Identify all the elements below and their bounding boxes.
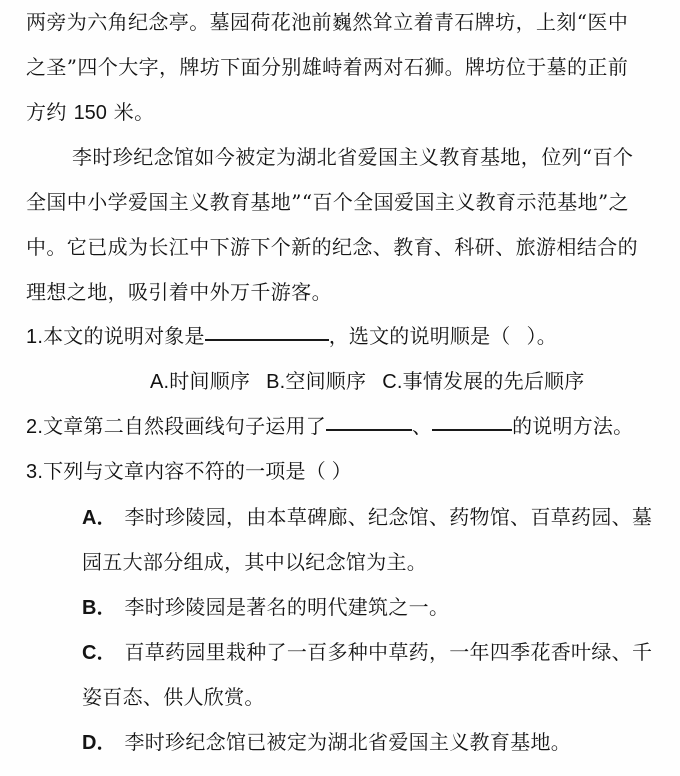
passage-line: 李时珍纪念馆如今被定为湖北省爱国主义教育基地，位列“百个 — [72, 145, 634, 169]
choice-d-letter: D． — [82, 732, 117, 754]
choice-c[interactable] — [0, 630, 680, 675]
answer-blank[interactable] — [326, 412, 412, 431]
passage-line: 中。它已成为长江中下游下个新的纪念、教育、科研、旅游相结合的 — [26, 235, 638, 259]
question-stem: 文章第二自然段画线句子运用了 — [43, 416, 326, 438]
choice-c-letter: C． — [82, 642, 117, 664]
question-stem: 本文的说明对象是 — [43, 326, 205, 348]
passage-text-fragment: 米。 — [106, 100, 155, 124]
passage-line — [0, 90, 680, 135]
passage-line: 全国中小学爱国主义教育基地”“百个全国爱国主义教育示范基地”之 — [26, 190, 630, 214]
choice-a-text: 李时珍陵园，由本草碑廊、纪念馆、药物馆、百草药园、墓 — [124, 505, 653, 529]
question-stem: ，选文的说明顺是（ — [328, 326, 511, 348]
question-number: 1. — [26, 326, 44, 348]
question-3 — [0, 450, 680, 495]
passage-line: 之圣”四个大字，牌坊下面分别雄峙着两对石狮。牌坊位于墓的正前 — [26, 55, 629, 79]
choice-d[interactable] — [0, 720, 680, 765]
passage-line: 理想之地，吸引着中外万千游客。 — [26, 280, 332, 304]
passage-body — [0, 0, 680, 315]
choice-b-text: 李时珍陵园是著名的明代建筑之一。 — [124, 595, 450, 619]
question-2 — [0, 405, 680, 450]
choice-a[interactable] — [0, 495, 680, 540]
distance-value: 150 — [73, 102, 107, 124]
question-3-choices — [0, 495, 680, 765]
choice-a-letter: A． — [82, 507, 117, 529]
question-stem: 下列与文章内容不符的一项是（ ） — [43, 461, 352, 483]
choice-b[interactable] — [0, 585, 680, 630]
question-stem: 、 — [411, 416, 433, 438]
passage-line: 两旁为六角纪念亭。墓园荷花池前巍然耸立着青石牌坊，上刻“医中 — [26, 10, 629, 34]
question-list — [0, 315, 680, 495]
question-stem: ）。 — [526, 326, 557, 348]
question-number: 2. — [26, 416, 44, 438]
question-number: 3. — [26, 461, 44, 483]
option-a-label[interactable]: A. — [150, 371, 170, 393]
answer-blank[interactable] — [432, 412, 512, 431]
option-a-text[interactable]: 时间顺序 — [169, 371, 251, 393]
option-b-text[interactable]: 空间顺序 — [285, 371, 367, 393]
choice-b-letter: B． — [82, 597, 117, 619]
question-stem: 的说明方法。 — [512, 416, 634, 438]
choice-d-text: 李时珍纪念馆已被定为湖北省爱国主义教育基地。 — [124, 730, 572, 754]
option-b-label[interactable]: B. — [266, 371, 286, 393]
choice-c-continuation: 姿百态、供人欣赏。 — [82, 685, 265, 709]
choice-c-text: 百草药园里栽种了一百多种中草药，一年四季花香叶绿、千 — [124, 640, 653, 664]
passage-text-fragment: 方约 — [26, 100, 74, 124]
option-c-label[interactable]: C. — [382, 371, 403, 393]
answer-blank[interactable] — [205, 322, 329, 341]
question-1 — [0, 315, 680, 360]
question-1-options — [0, 360, 680, 405]
choice-a-continuation: 园五大部分组成，其中以纪念馆为主。 — [82, 550, 428, 574]
option-c-text[interactable]: 事情发展的先后顺序 — [402, 371, 585, 393]
